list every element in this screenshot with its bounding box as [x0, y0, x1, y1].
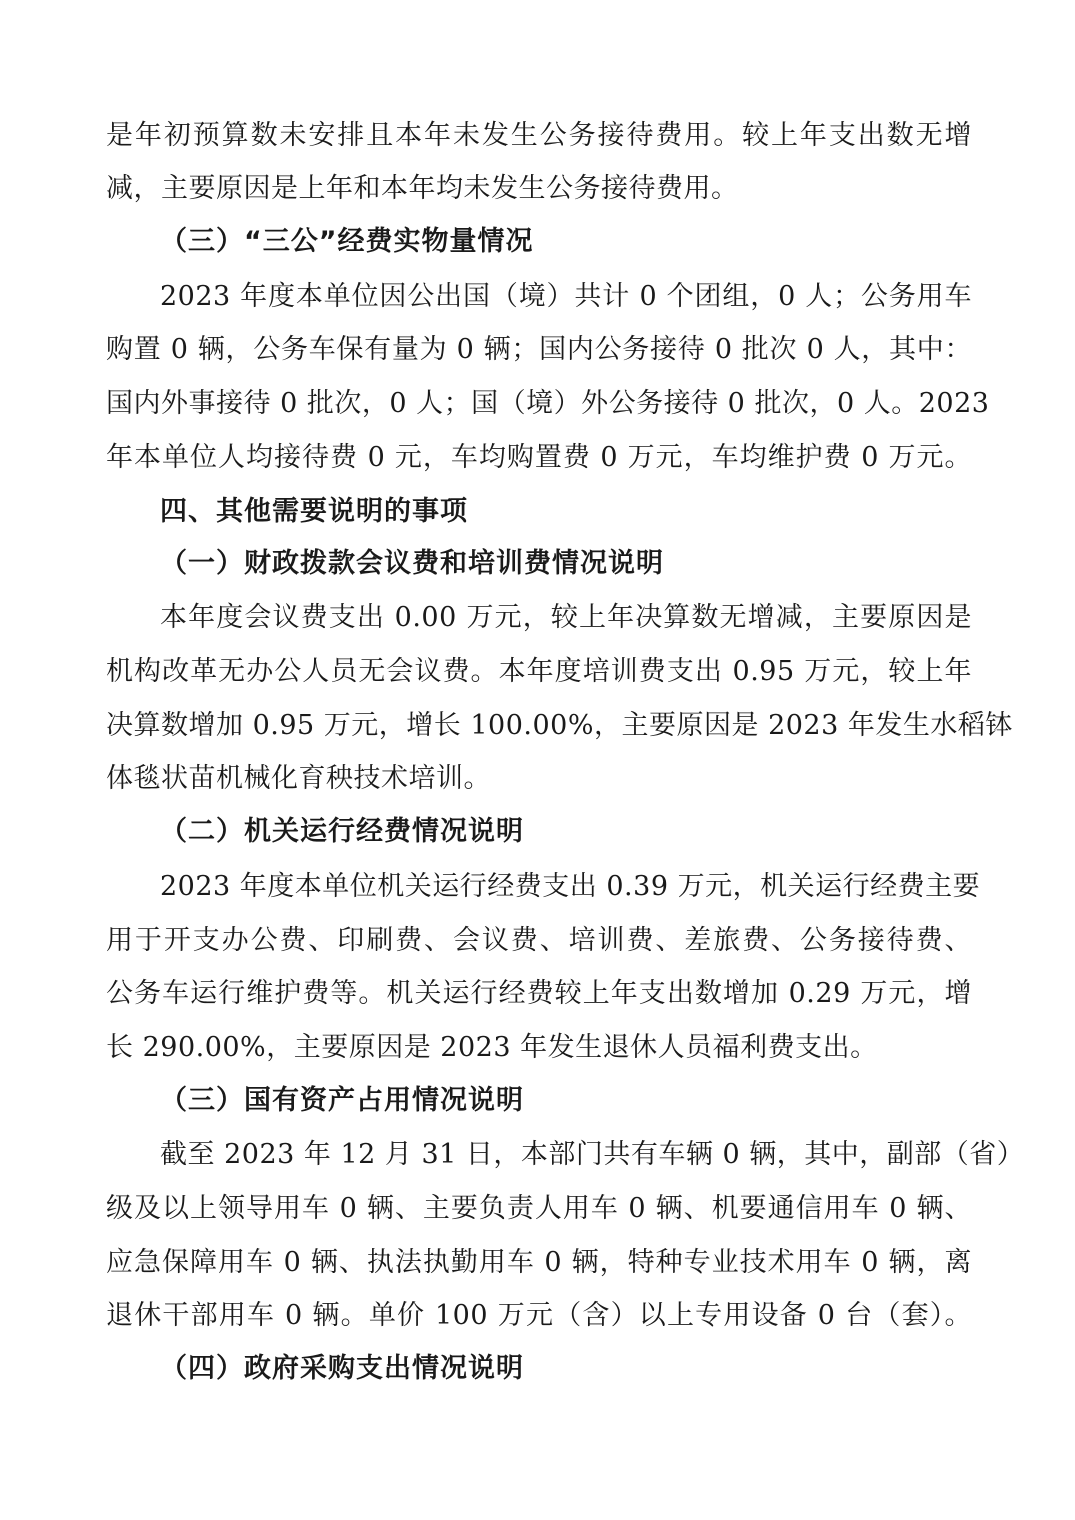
paragraph-line: 2023 年度本单位机关运行经费支出 0.39 万元，机关运行经费主要 — [160, 871, 981, 902]
section-heading-other-matters: 四、其他需要说明的事项 — [160, 496, 468, 527]
section-heading-sangong-physical: （三）“三公”经费实物量情况 — [160, 226, 534, 257]
paragraph-line: 退休干部用车 0 辆。单价 100 万元（含）以上专用设备 0 台（套）。 — [106, 1300, 972, 1331]
paragraph-line: 体毯状苗机械化育秧技术培训。 — [106, 763, 491, 794]
paragraph-line: 长 290.00%，主要原因是 2023 年发生退休人员福利费支出。 — [106, 1032, 878, 1063]
paragraph-line: 公务车运行维护费等。机关运行经费较上年支出数增加 0.29 万元，增 — [106, 978, 972, 1009]
section-heading-state-assets: （三）国有资产占用情况说明 — [160, 1085, 524, 1116]
paragraph-line: 减，主要原因是上年和本年均未发生公务接待费用。 — [106, 173, 739, 204]
paragraph-line: 年本单位人均接待费 0 元，车均购置费 0 万元，车均维护费 0 万元。 — [106, 442, 972, 473]
paragraph-line: 2023 年度本单位因公出国（境）共计 0 个团组，0 人；公务用车 — [160, 281, 972, 312]
paragraph-line: 国内外事接待 0 批次，0 人；国（境）外公务接待 0 批次，0 人。2023 — [106, 388, 990, 419]
paragraph-line: 用于开支办公费、印刷费、会议费、培训费、差旅费、公务接待费、 — [106, 925, 972, 956]
paragraph-line: 购置 0 辆，公务车保有量为 0 辆；国内公务接待 0 批次 0 人，其中： — [106, 334, 972, 365]
paragraph-line: 本年度会议费支出 0.00 万元，较上年决算数无增减，主要原因是 — [160, 602, 972, 633]
section-heading-operating-costs: （二）机关运行经费情况说明 — [160, 816, 524, 847]
paragraph-line: 机构改革无办公人员无会议费。本年度培训费支出 0.95 万元，较上年 — [106, 656, 972, 687]
paragraph-line: 应急保障用车 0 辆、执法执勤用车 0 辆，特种专业技术用车 0 辆，离 — [106, 1247, 972, 1278]
section-heading-meeting-training: （一）财政拨款会议费和培训费情况说明 — [160, 548, 664, 579]
paragraph-line: 截至 2023 年 12 月 31 日，本部门共有车辆 0 辆，其中，副部（省） — [160, 1139, 1025, 1170]
section-heading-procurement: （四）政府采购支出情况说明 — [160, 1353, 524, 1384]
paragraph-line: 决算数增加 0.95 万元，增长 100.00%，主要原因是 2023 年发生水稻钵 — [106, 710, 1013, 741]
paragraph-line: 级及以上领导用车 0 辆、主要负责人用车 0 辆、机要通信用车 0 辆、 — [106, 1193, 972, 1224]
paragraph-line: 是年初预算数未安排且本年未发生公务接待费用。较上年支出数无增 — [106, 120, 972, 151]
